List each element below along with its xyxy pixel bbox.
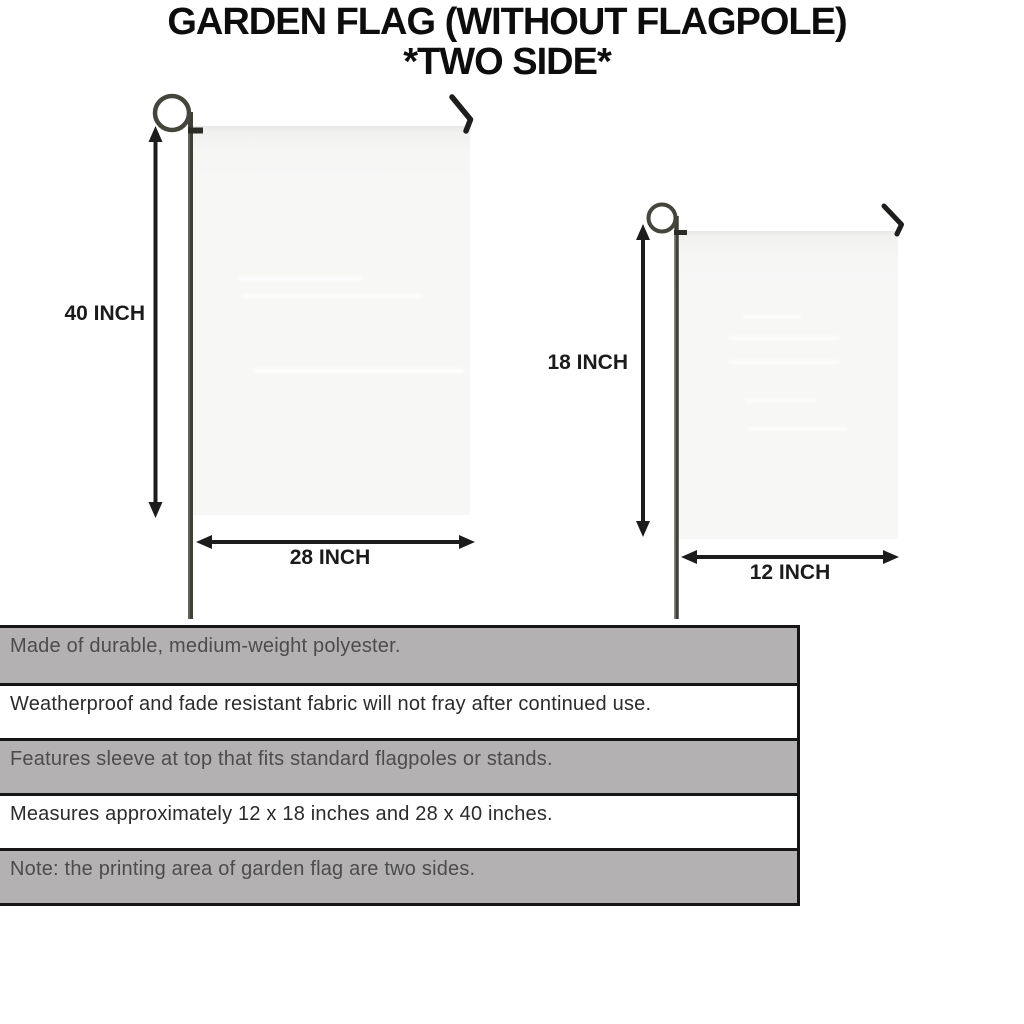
pole-loop-icon: [649, 205, 676, 232]
fabric-sheen: [742, 315, 802, 319]
small-flag-width-label: 12 INCH: [749, 561, 831, 584]
small-flag-panel: [677, 231, 898, 539]
feature-row: Features sleeve at top that fits standard flagpoles or stands.: [0, 738, 797, 793]
small-flag-height-label: 18 INCH: [547, 351, 628, 374]
fabric-sheen: [253, 368, 465, 374]
fabric-sheen: [238, 276, 363, 281]
fabric-sheen: [242, 294, 422, 299]
hanger-hook-icon: [884, 206, 902, 234]
fabric-sheen: [745, 399, 817, 403]
fabric-sheen: [728, 360, 840, 364]
fabric-sheen: [748, 427, 848, 431]
height-arrow-large: [149, 126, 163, 518]
title-line-1: GARDEN FLAG (WITHOUT FLAGPOLE): [167, 1, 847, 43]
feature-row: Made of durable, medium-weight polyester.: [0, 628, 797, 683]
fabric-sheen: [728, 336, 840, 340]
feature-row: Note: the printing area of garden flag are two sides.: [0, 848, 797, 903]
large-flag-panel: [193, 126, 470, 515]
feature-row: Measures approximately 12 x 18 inches and 28 x 40 inches.: [0, 793, 797, 848]
pole-loop-icon: [155, 96, 189, 130]
feature-row: Weatherproof and fade resistant fabric will not fray after continued use.: [0, 683, 797, 738]
height-arrow-small: [636, 224, 650, 537]
page-title: [0, 2, 1014, 82]
feature-table: [0, 625, 800, 906]
large-flag-height-label: 40 INCH: [64, 302, 145, 325]
large-flag-width-label: 28 INCH: [289, 546, 371, 569]
title-line-2: *TWO SIDE*: [403, 41, 611, 83]
